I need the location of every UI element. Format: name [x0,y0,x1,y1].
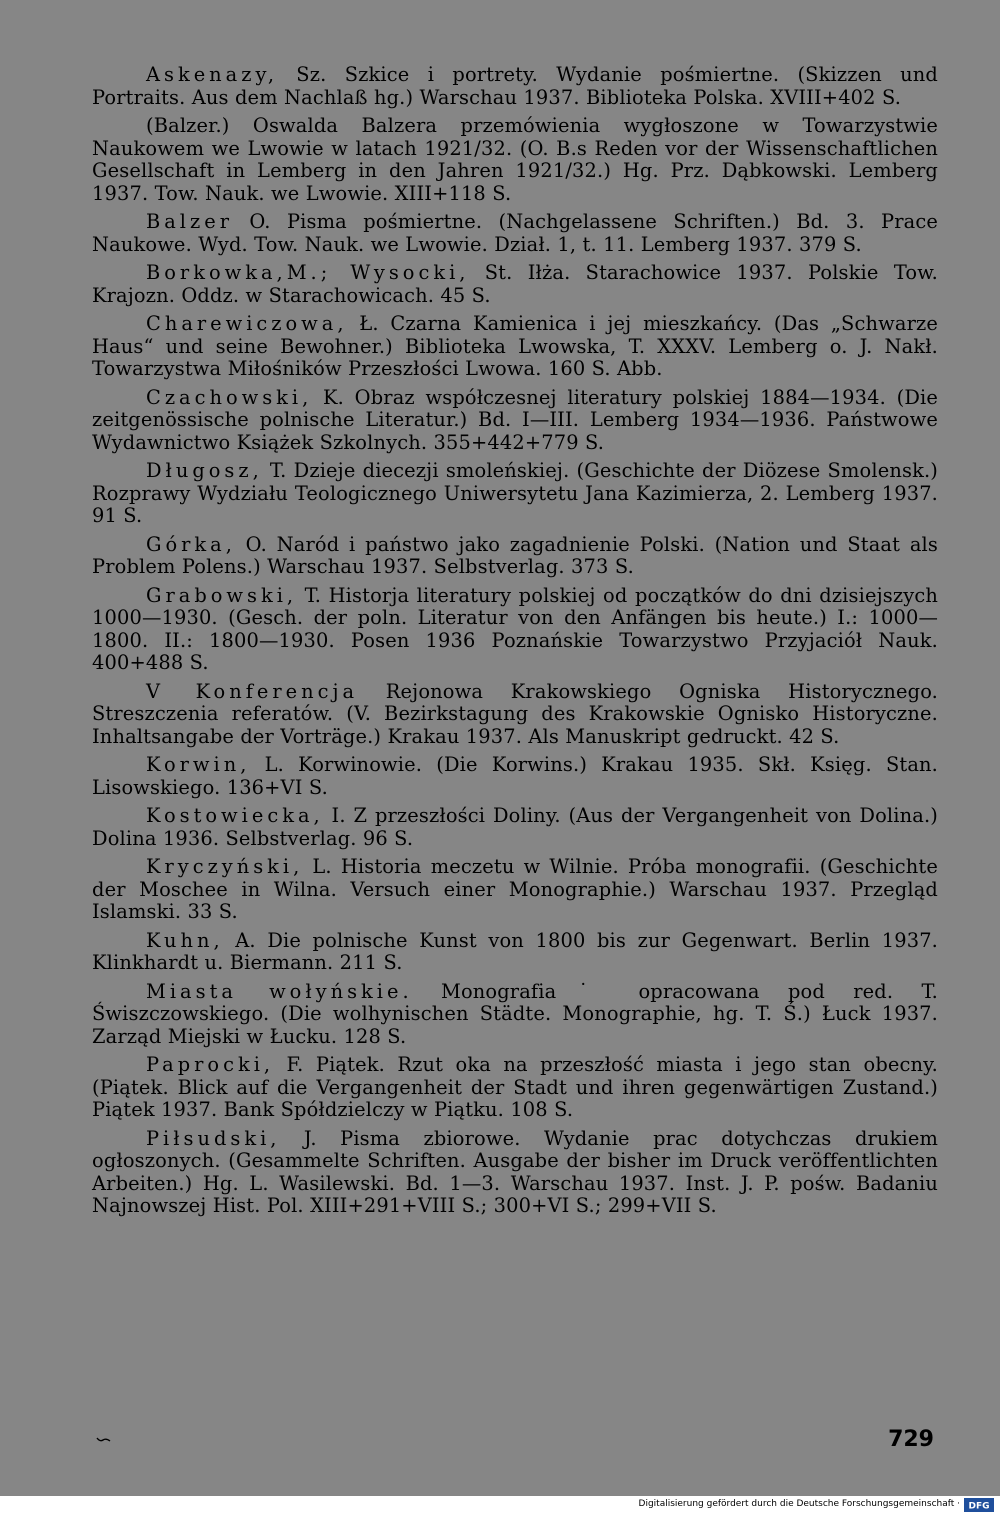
entry-author: Długosz, [146,459,263,482]
margin-mark [96,1436,112,1444]
entry-text: O. Naród i państwo jako zagadnienie Polski. (Nation und Staat als Problem Polens.) Warschau 1937. Selbstverlag. 373 S. [92,532,938,578]
bibliography-entry [92,262,938,307]
bibliography-entry [92,681,938,749]
entry-author: Borkowka,M.; Wysocki, [146,261,470,284]
entry-text: J. Pisma zbiorowe. Wydanie prac dotychczas drukiem ogłoszonych. (Gesammelte Schriften. Ausgabe der bisher im Druck veröffentlichten Arbeiten.) Hg. L. Wasilewski. Bd. 1—3. Warschau 1937. Inst. J. P. pośw. Badaniu Najnowszej Hist. Pol. XIII+291+VIII S.; 300+VI S.; 299+VII S. [92,1126,938,1217]
entry-author: Korwin, [146,753,251,776]
entry-text: O. Pisma pośmiertne. (Nachgelassene Schriften.) Bd. 3. Prace Naukowe. Wyd. Tow. Nauk. we Lwowie. Dział. 1, t. 11. Lemberg 1937. 379 S. [92,210,938,256]
bibliography-entry [92,64,938,109]
entry-text: I. Z przeszłości Doliny. (Aus der Vergangenheit von Dolina.) Dolina 1936. Selbstverlag. 96 S. [92,804,938,850]
entry-author: Górka, [146,532,236,556]
entry-text: Ł. Czarna Kamienica i jej mieszkańcy. (Das „Schwarze Haus“ und seine Bewohner.) Biblioteka Lwowska, T. XXXV. Lemberg o. J. Nakł. Towarzystwa Miłośników Przeszłości Lwowa. 160 S. Abb. [92,312,938,380]
entry-author: Charewiczowa, [146,312,348,335]
entry-author: Piłsudski, [146,1126,281,1150]
bibliography-entry [92,1128,938,1218]
entry-text: (Balzer.) Oswalda Balzera przemówienia wygłoszone w Towarzystwie Naukowem we Lwowie w latach 1921/32. (O. B.s Reden vor der Wissenschaftlichen Gesellschaft in Lemberg in den Jahren 1921/32.) Hg. Prz. Dąbkowski. Lemberg 1937. Tow. Nauk. we Lwowie. XIII+118 S. [92,114,938,205]
bibliography-entry [92,805,938,850]
bibliography-entry [92,211,938,256]
entry-author: V Konferencja [146,679,359,703]
entry-author: Grabowski, [146,583,298,607]
bibliography-entry [92,313,938,381]
bibliography-entry [92,1054,938,1122]
entry-author: Askenazy, [146,63,278,86]
entry-text: T. Dzieje diecezji smoleńskiej. (Geschichte der Diözese Smolensk.) Rozprawy Wydziału Teologicznego Uniwersytetu Jana Kazimierza, 2. Lemberg 1937. 91 S. [92,459,938,527]
entry-author: Balzer [146,210,233,233]
bibliography-entry [92,930,938,975]
bibliography-entry [92,534,938,579]
bibliography-entry [92,981,938,1049]
dfg-logo [964,1498,994,1512]
footer-bar [0,1496,1000,1515]
entry-text: F. Piątek. Rzut oka na przeszłość miasta i jego stan obecny. (Piątek. Blick auf die Vergangenheit der Stadt und ihren gegenwärtigen Zustand.) Piątek 1937. Bank Spółdzielczy w Piątku. 108 S. [92,1053,938,1121]
entry-text: L. Korwinowie. (Die Korwins.) Krakau 1935. Skł. Księg. Stan. Lisowskiego. 136+VI S. [92,753,938,799]
dfg-logo-text: DFG [968,1501,990,1512]
entry-author: Czachowski, [146,385,313,409]
bibliography-entry [92,585,938,675]
bibliography-entry [92,856,938,924]
page-number: 729 [888,1427,934,1452]
entry-text: K. Obraz współczesnej literatury polskiej 1884—1934. (Die zeitgenössische polnische Literatur.) Bd. I—III. Lemberg 1934—1936. Państwowe Wydawnictwo Książek Szkolnych. 355+442+779 S. [92,385,938,454]
entry-author: Kuhn, [146,928,224,952]
entry-text: Sz. Szkice i portrety. Wydanie pośmiertne. (Skizzen und Portraits. Aus dem Nachlaß hg.) Warschau 1937. Biblioteka Polska. XVIII+402 S. [92,63,938,109]
entry-author: Miasta wołyńskie. [146,979,413,1003]
entry-author: Kostowiecka, [146,804,324,827]
entry-text: A. Die polnische Kunst von 1800 bis zur Gegenwart. Berlin 1937. Klinkhardt u. Biermann. 211 S. [92,928,938,974]
entry-text: Monografia˙ opracowana pod red. T. Świszczowskiego. (Die wolhynischen Städte. Monographie, hg. T. Ś.) Łuck 1937. Zarząd Miejski w Łucku. 128 S. [92,979,938,1048]
entry-text: T. Historja literatury polskiej od początków do dni dzisiejszych 1000—1930. (Gesch. der poln. Literatur von den Anfängen bis heute.) I.: 1000—1800. II.: 1800—1930. Posen 1936 Poznańskie Towarzystwo Przyjaciół Nauk. 400+488 S. [92,583,938,674]
entry-text: L. Historia meczetu w Wilnie. Próba monografii. (Geschichte der Moschee in Wilna. Versuch einer Monographie.) Warschau 1937. Przegląd Islamski. 33 S. [92,855,938,923]
entry-author: Kryczyński, [146,855,304,878]
entry-text: St. Iłża. Starachowice 1937. Polskie Tow. Krajozn. Oddz. w Starachowicach. 45 S. [92,261,938,307]
entry-author: Paprocki, [146,1053,275,1076]
entry-text: Rejonowa Krakowskiego Ogniska Historycznego. Streszczenia referatów. (V. Bezirkstagung des Krakowskie Ognisko Historyczne. Inhaltsangabe der Vorträge.) Krakau 1937. Als Manuskript gedruckt. 42 S. [92,679,938,748]
bibliography-entry [92,115,938,205]
bibliography-list [92,64,938,1224]
bibliography-entry [92,387,938,455]
bibliography-entry [92,460,938,528]
bibliography-entry [92,754,938,799]
footer-credit: Digitalisierung gefördert durch die Deutsche Forschungsgemeinschaft · [638,1499,960,1509]
